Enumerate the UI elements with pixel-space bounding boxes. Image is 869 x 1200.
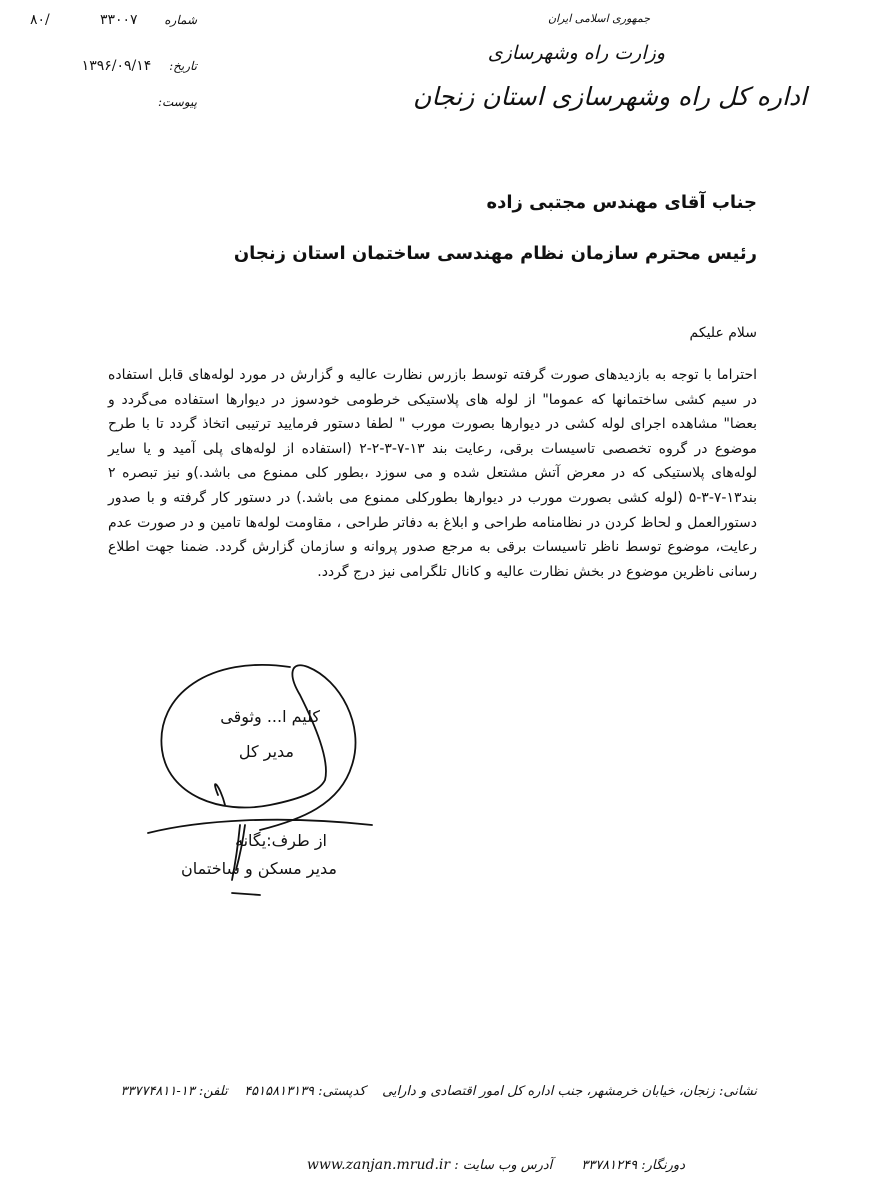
footer-website-link[interactable]: www.zanjan.mrud.ir [306, 1157, 451, 1173]
footer-web [307, 1157, 685, 1173]
footer-postal-label: کدپستی: [318, 1084, 366, 1099]
footer-phone: ۱۳-۳۳۷۷۴۸۱۱ [120, 1084, 195, 1099]
footer-web-label: آدرس وب سایت : [454, 1158, 553, 1173]
letter-body: احتراما با توجه به بازدیدهای صورت گرفته توسط بازرس نظارت عالیه و گزارش در مورد لوله‌های قابل استفاده در سیم کشی ساختمانها که عموما" از لوله های پلاستیکی خرطومی خودسوز در دیوارها استفاده می‌گردد و بعضا" مشاهده اجرای لوله کشی در دیوارها بصورت مورب " لطفا دستور فرمایید ترتیبی اتخاذ گردد تا با طرح موضوع در گروه تخصصی تاسیسات برقی، رعایت بند ۱۳-۷-۳-۲-۲ (استفاده از لوله‌های پلی آمید و یا سایر لوله‌های پلاستیکی که در معرض آتش مشتعل شده و می سوزد ،بطور کلی ممنوع می باشد.)و نیز تبصره ۲ بند۱۳-۷-۳-۵ (لوله کشی بصورت مورب در دیوارها بطورکلی ممنوع می باشد.) در دستور کار گرفته و با صدور دستورالعمل و لحاظ کردن در نظامنامه طراحی و ابلاغ به دفاتر طراحی ، مقاومت لوله‌ها تامین و در صورت عدم رعایت، موضوع توسط ناظر تاسیسات برقی به مرجع صدور پروانه و سازمان گزارش گردد. ضمنا جهت اطلاع رسانی ناظرین موضوع در بخش نظارت عالیه و کانال تلگرامی نیز درج گردد. [108, 367, 757, 580]
letter-date-label: تاریخ: [169, 59, 197, 73]
footer-postal: ۴۵۱۵۸۱۳۱۳۹ [244, 1084, 315, 1099]
footer-fax: ۳۳۷۸۱۲۴۹ [581, 1158, 638, 1173]
signer-position: مدیر کل [238, 742, 294, 761]
recipient-title: رئیس محترم سازمان نظام مهندسی ساختمان استان زنجان [233, 243, 757, 264]
letterhead-ministry: وزارت راه وشهرسازی [487, 42, 665, 64]
signer-name: کلیم ا... وثوقی [220, 707, 320, 726]
letterhead-country: جمهوری اسلامی ایران [547, 12, 650, 25]
letter-date [82, 58, 197, 74]
letter-number [100, 12, 197, 28]
footer-address: زنجان، خیابان خرمشهر، جنب اداره کل امور اقتصادی و دارایی [382, 1084, 715, 1099]
on-behalf-position: مدیر مسکن و ساختمان [181, 859, 337, 878]
letter-date-value: ۱۳۹۶/۰۹/۱۴ [81, 58, 152, 74]
letter-attachment-label: پیوست: [157, 95, 197, 109]
letter-number-value: ۳۳۰۰۷ [99, 12, 138, 28]
letterhead-office: اداره کل راه وشهرسازی استان زنجان [413, 82, 807, 111]
letter-number-label: شماره [164, 13, 197, 27]
signature-block [140, 655, 382, 915]
footer-address-label: نشانی: [718, 1084, 757, 1099]
footer-contact [121, 1084, 757, 1099]
letter-attachment [158, 94, 197, 110]
footer-fax-label: دورنگار: [641, 1158, 685, 1173]
recipient-name: جناب آقای مهندس مجتبی زاده [486, 192, 757, 213]
letter-number-extra: ۸۰/ [30, 12, 50, 28]
on-behalf-label: از طرف:یگانه [235, 831, 327, 850]
footer-phone-label: تلفن: [198, 1084, 228, 1099]
greeting: سلام علیکم [689, 325, 757, 341]
